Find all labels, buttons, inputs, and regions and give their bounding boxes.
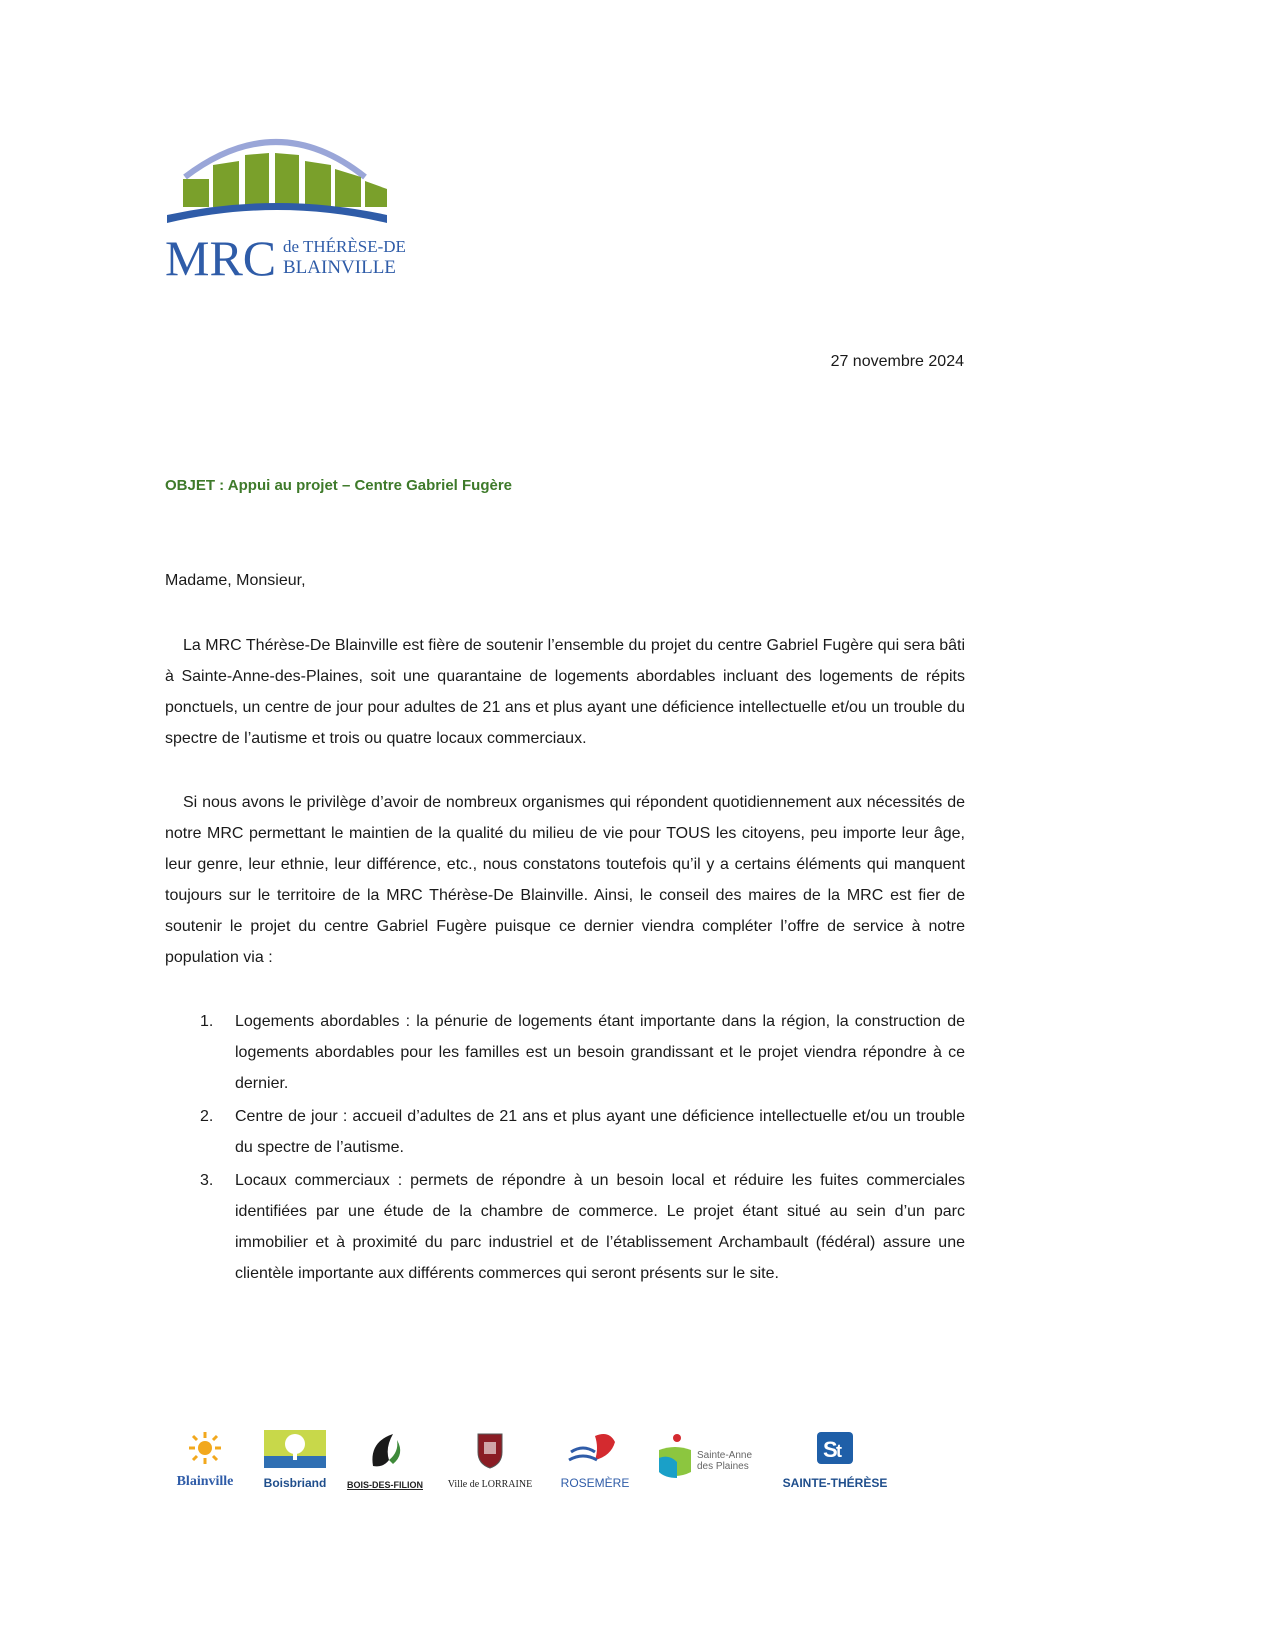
bois-des-filion-logo [345,1430,425,1490]
blainville-label: Blainville [176,1474,234,1489]
sainte-anne-label-line1: Sainte-Anne [697,1450,753,1461]
sainte-therese-label: SAINTE-THÉRÈSE [782,1476,888,1490]
logo-line2-text: BLAINVILLE [283,257,396,278]
st-monogram-icon [815,1430,855,1466]
list-item-text: Centre de jour : accueil d’adultes de 21 ans et plus ayant une déficience intellectuelle et/ou un trouble du spectre de l’autisme. [235,1108,965,1156]
tree-icon [264,1430,326,1468]
rosemere-label: ROSEMÈRE [560,1476,630,1490]
crest-icon [474,1430,506,1470]
list-item [165,1101,965,1163]
list-item-number: 3. [200,1172,214,1189]
sainte-therese-logo [780,1430,890,1490]
bois-des-filion-label: BOIS-DES-FILION [347,1480,423,1490]
body-paragraph-2: Si nous avons le privilège d’avoir de nombreux organismes qui répondent quotidiennement aux nécessités de notre MRC permettant le maintien de la qualité du milieu de vie pour TOUS les citoyens, peu importe leur âge, leur genre, leur ethnie, leur différence, etc., nous constatons toutefois qu’il y a certains éléments qui manquent toujours sur le territoire de la MRC Thérèse-De Blainville. Ainsi, le conseil des maires de la MRC est fier de soutenir le projet du centre Gabriel Fugère puisque ce dernier viendra compléter l’offre de service à notre population via : [165,794,965,966]
letter-subject: OBJET : Appui au projet – Centre Gabriel Fugère [165,477,512,494]
logo-brand-text: MRC [165,230,277,285]
svg-text:t: t [836,1441,842,1461]
blainville-logo [165,1430,245,1490]
leaf-icon [363,1430,407,1470]
list-item [165,1006,965,1099]
svg-text:S: S [823,1437,838,1462]
rosemere-logo [555,1430,635,1490]
sainte-anne-label-line2: des Plaines [697,1461,749,1472]
mrc-emblem-icon [165,115,405,285]
needs-list [165,1006,965,1291]
list-item-number: 2. [200,1108,214,1125]
sainte-anne-label [697,1450,752,1472]
lorraine-label: Ville de LORRAINE [447,1479,533,1490]
list-item-text: Logements abordables : la pénurie de logements étant importante dans la région, la construction de logements abordables pour les familles est un besoin grandissant et le projet viendra répondre à ce dernier. [235,1013,965,1092]
list-item-number: 1. [200,1013,214,1030]
letter-date: 27 novembre 2024 [830,353,964,370]
body-paragraph-1: La MRC Thérèse-De Blainville est fière de soutenir l’ensemble du projet du centre Gabriel Fugère qui sera bâti à Sainte-Anne-des-Plaines, soit une quarantaine de logements abordables incluant des logements de répits ponctuels, un centre de jour pour adultes de 21 ans et plus ayant une déficience intellectuelle et/ou un trouble du spectre de l’autisme et trois ou quatre locaux commerciaux. [165,637,965,747]
logo-line1-text: de THÉRÈSE-DE [283,237,405,256]
lorraine-logo [440,1430,540,1490]
sainte-anne-des-plaines-logo [655,1430,765,1490]
mrc-logo [165,115,405,285]
sun-icon [185,1430,225,1466]
municipality-logos [165,1430,945,1490]
list-item [165,1165,965,1289]
list-item-text: Locaux commerciaux : permets de répondre à un besoin local et réduire les fuites commerciales identifiées par une étude de la chambre de commerce. Le projet étant situé au sein d’un parc immobilier et à proximité du parc industriel et de l’établissement Archambault (fédéral) assure une clientèle importante aux différents commerces qui seront présents sur le site. [235,1172,965,1282]
rose-icon [565,1430,625,1470]
boisbriand-logo [260,1430,330,1490]
letter-salutation: Madame, Monsieur, [165,572,306,589]
plains-icon [655,1432,695,1484]
boisbriand-label: Boisbriand [263,1476,327,1490]
